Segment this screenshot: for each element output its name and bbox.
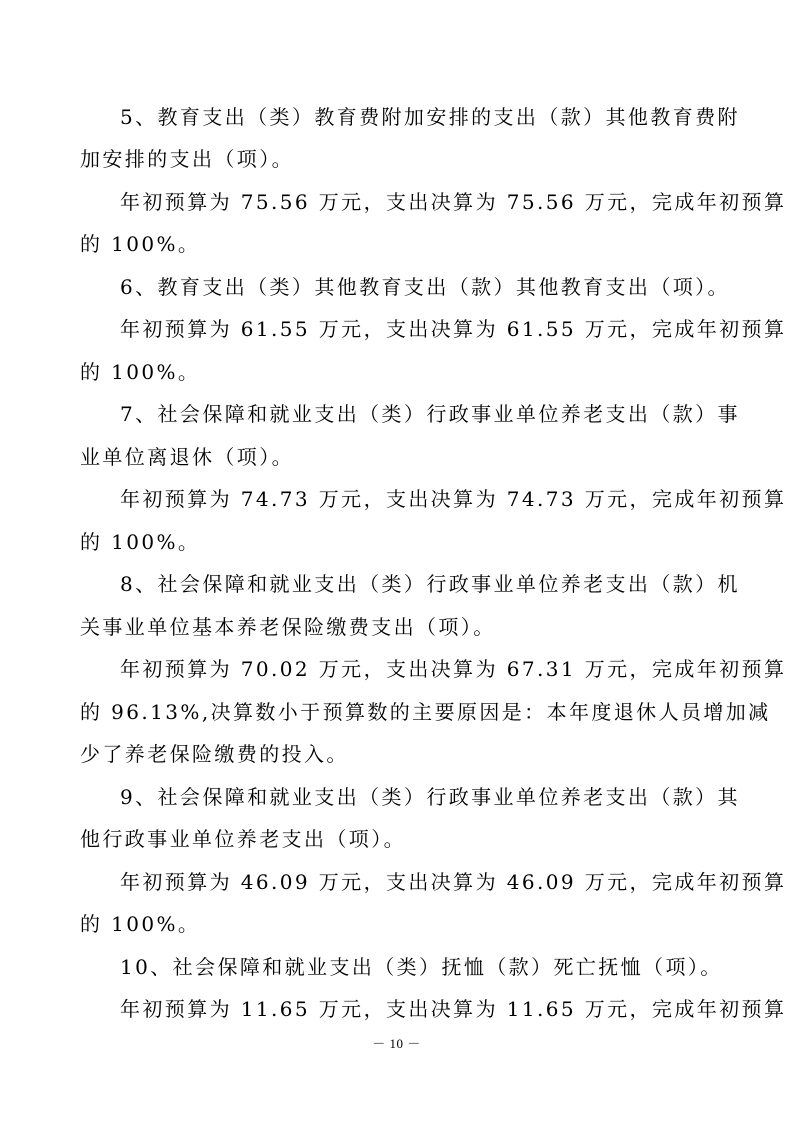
item-8-heading-line-2: 关事业单位基本养老保险缴费支出（项）。 bbox=[80, 615, 496, 639]
item-8-budget-line-3: 少了养老保险缴费的投入。 bbox=[80, 742, 349, 766]
item-9-heading-line-1: 9、社会保障和就业支出（类）行政事业单位养老支出（款）其 bbox=[120, 785, 740, 809]
item-7-heading-line-1: 7、社会保障和就业支出（类）行政事业单位养老支出（款）事 bbox=[120, 402, 740, 426]
item-6-budget-line-2: 的 100%。 bbox=[80, 360, 201, 384]
item-8-budget-line-1: 年初预算为 70.02 万元，支出决算为 67.31 万元，完成年初预算 bbox=[120, 657, 787, 681]
item-6-budget-line-1: 年初预算为 61.55 万元，支出决算为 61.55 万元，完成年初预算 bbox=[120, 317, 787, 341]
item-9-budget-line-2: 的 100%。 bbox=[80, 912, 201, 936]
page-number: － 10 － bbox=[372, 1036, 421, 1051]
item-6-heading-line-1: 6、教育支出（类）其他教育支出（款）其他教育支出（项）。 bbox=[120, 275, 730, 299]
item-10-budget-line-1: 年初预算为 11.65 万元，支出决算为 11.65 万元，完成年初预算 bbox=[120, 997, 787, 1021]
item-5-budget-line-2: 的 100%。 bbox=[80, 232, 201, 256]
item-8-heading-line-1: 8、社会保障和就业支出（类）行政事业单位养老支出（款）机 bbox=[120, 572, 740, 596]
item-7-budget-line-2: 的 100%。 bbox=[80, 530, 201, 554]
item-7-budget-line-1: 年初预算为 74.73 万元，支出决算为 74.73 万元，完成年初预算 bbox=[120, 487, 787, 511]
item-5-heading-line-2: 加安排的支出（项）。 bbox=[80, 147, 294, 171]
item-7-heading-line-2: 业单位离退休（项）。 bbox=[80, 445, 294, 469]
item-9-heading-line-2: 他行政事业单位养老支出（项）。 bbox=[80, 827, 406, 851]
item-5-budget-line-1: 年初预算为 75.56 万元，支出决算为 75.56 万元，完成年初预算 bbox=[120, 190, 787, 214]
item-9-budget-line-1: 年初预算为 46.09 万元，支出决算为 46.09 万元，完成年初预算 bbox=[120, 870, 787, 894]
item-10-heading-line-1: 10、社会保障和就业支出（类）抚恤（款）死亡抚恤（项）。 bbox=[120, 955, 723, 979]
item-8-budget-line-2: 的 96.13%,决算数小于预算数的主要原因是：本年度退休人员增加减 bbox=[80, 700, 771, 724]
item-5-heading-line-1: 5、教育支出（类）教育费附加安排的支出（款）其他教育费附 bbox=[120, 105, 740, 129]
